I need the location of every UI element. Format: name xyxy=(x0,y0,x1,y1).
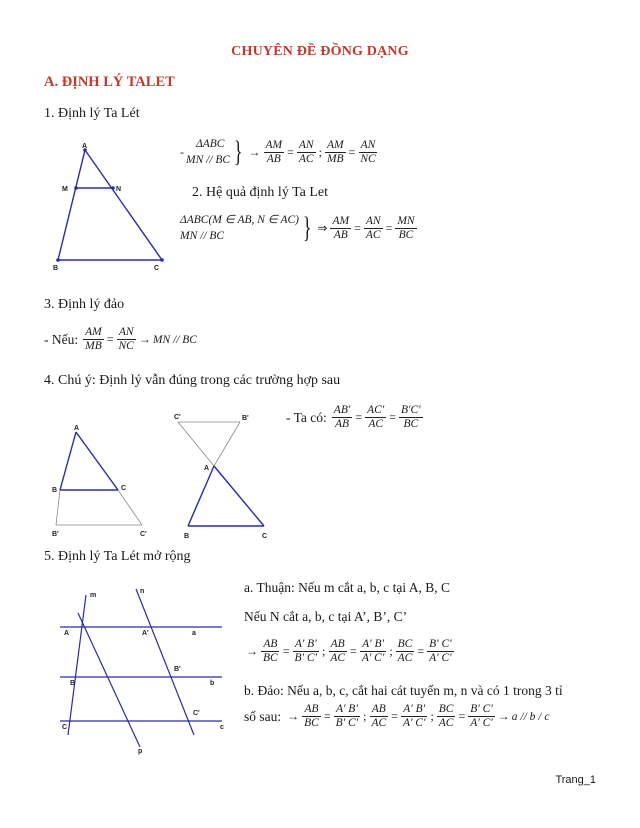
label-m: m xyxy=(90,592,97,599)
label-a: A xyxy=(82,143,88,150)
figure-butterfly-triangle xyxy=(168,408,278,543)
label-m: M xyxy=(62,186,68,193)
label-c-prime: C' xyxy=(174,414,181,421)
label-a: A xyxy=(64,630,70,637)
label-b-prime: B' xyxy=(52,531,59,538)
dao-line-1: b. Đảo: Nếu a, b, c, cắt hai cát tuyến m, n và có 1 trong 3 tỉ xyxy=(244,683,563,698)
thuan-line-2: Nếu N cắt a, b, c tại A’, B’, C’ xyxy=(244,609,408,624)
section-4-heading: 4. Chú ý: Định lý vẫn đúng trong các trường hợp sau xyxy=(44,373,341,388)
label-line-c: c xyxy=(220,724,224,731)
label-c: C xyxy=(262,533,268,540)
section-5-heading: 5. Định lý Ta Lét mở rộng xyxy=(44,549,191,564)
label-c: C xyxy=(121,485,127,492)
label-b-prime: B' xyxy=(242,415,249,422)
label-n: n xyxy=(140,588,145,595)
label-b: B xyxy=(70,680,76,687)
mo-rong-formula: → $\frac{AB}{BC}$ = $\frac{A' B'}{B' C'}$ ; $\frac{AB}{AC}$ = $\frac{A' B'}{A' C'}$ ; $\frac{BC}{AC}$ = $\frac{B' C'}{A' C'}$ xyxy=(246,638,452,664)
label-n: N xyxy=(116,186,122,193)
label-b: B xyxy=(184,533,190,540)
label-a-prime: A' xyxy=(142,630,149,637)
section-1-heading: 1. Định lý Ta Lét xyxy=(44,106,140,121)
label-p: p xyxy=(138,748,143,755)
figure-parallel-lines xyxy=(50,585,240,755)
label-c-prime: C' xyxy=(193,710,200,717)
label-b: B xyxy=(53,265,59,272)
label-c-prime: C' xyxy=(140,531,147,538)
section-2-heading: 2. Hệ quả định lý Ta Let xyxy=(192,185,329,200)
label-a: A xyxy=(74,425,80,432)
label-a: A xyxy=(204,465,210,472)
label-c: C xyxy=(154,265,160,272)
page-title: CHUYÊN ĐỀ ĐỒNG DẠNG xyxy=(231,44,409,59)
hequa-formula: ΔABC(M ∈ AB, N ∈ AC) MN // BC } ⇒ $\frac{AM}{AB}$ = $\frac{AN}{AC}$ = $\frac{MN}{BC}$ xyxy=(180,211,415,244)
page-number: Trang_1 xyxy=(555,774,596,786)
figure-triangle-abc xyxy=(50,140,170,275)
talet-formula: - ΔABC MN // BC } → $\frac{AM}{AB}$ = $\frac{AN}{AC}$ ; $\frac{AM}{MB}$ = $\frac{AN}{NC}$ xyxy=(180,135,376,168)
dao-mo-rong-formula: số sau: → $\frac{AB}{BC}$ = $\frac{A' B'}{B' C'}$ ; $\frac{AB}{AC}$ = $\frac{A' B'}{A' C'}$ ; $\frac{BC}{AC}$ = $\frac{B' C'}{A' C'}$ → a // b / c xyxy=(244,703,550,729)
dao-formula: - Nếu: $\frac{AM}{MB}$ = $\frac{AN}{NC}$ → MN // BC xyxy=(44,326,197,352)
label-b: B xyxy=(52,487,58,494)
label-b-prime: B' xyxy=(174,666,181,673)
section-3-heading: 3. Định lý đảo xyxy=(44,297,125,312)
thuan-line-1: a. Thuận: Nếu m cắt a, b, c tại A, B, C xyxy=(244,580,450,595)
section-heading-a: A. ĐỊNH LÝ TALET xyxy=(44,74,175,90)
label-line-a: a xyxy=(192,630,196,637)
label-line-b: b xyxy=(210,680,215,687)
chuy-formula: - Ta có: $\frac{AB'}{AB}$ = $\frac{AC'}{AC}$ = $\frac{B'C'}{BC}$ xyxy=(286,404,421,430)
label-c: C xyxy=(62,724,68,731)
figure-extended-triangle xyxy=(50,420,160,545)
